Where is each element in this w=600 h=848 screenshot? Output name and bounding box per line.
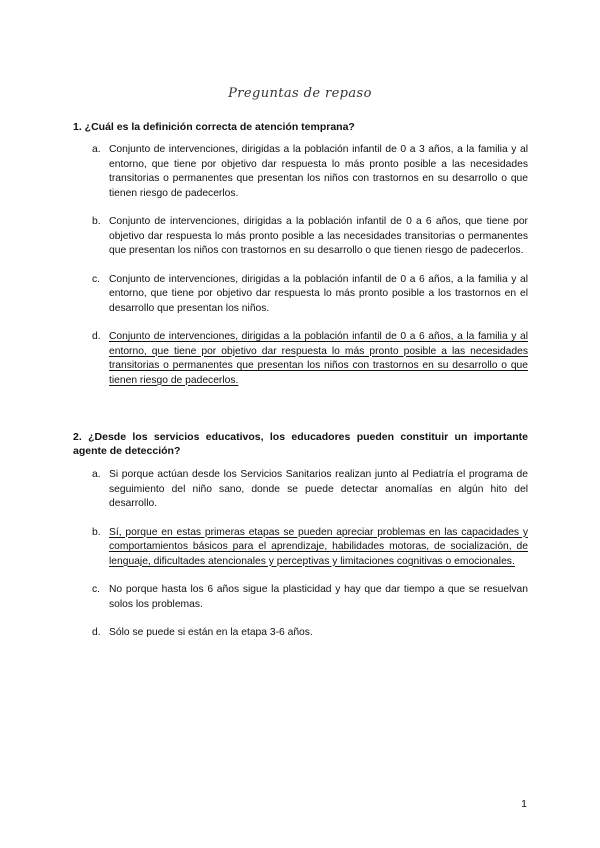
option-letter: d. [92, 627, 101, 638]
option-letter: a. [92, 144, 101, 155]
question-2-options [73, 468, 528, 655]
page-title: Preguntas de repaso [228, 86, 372, 101]
option-letter: b. [92, 526, 101, 538]
option-letter: c. [92, 584, 101, 595]
question-1-option-a [73, 143, 528, 201]
option-text: Conjunto de intervenciones, dirigidas a la población infantil de 0 a 6 años, a la familia y al entorno, que tiene por objetivo dar respuesta lo más pronto posible a las necesidades transitorias o permanentes que presentan los niños con trastornos en su desarrollo o que tienen riesgo de padecerlos. [109, 331, 528, 386]
question-1-option-b [73, 215, 528, 259]
question-2-option-c [73, 583, 528, 612]
question-1-options [73, 143, 528, 402]
option-letter: d. [92, 331, 101, 342]
question-2-option-d [73, 626, 528, 641]
option-letter: b. [92, 216, 101, 227]
question-1-option-d-correct [73, 330, 528, 388]
page-number: 1 [521, 798, 527, 810]
question-1: 1. ¿Cuál es la definición correcta de atención temprana? [73, 121, 355, 133]
question-2: 2. ¿Desde los servicios educativos, los educadores pueden constituir un importante agente de detección? [73, 431, 528, 457]
option-text: Sí, porque en estas primeras etapas se pueden apreciar problemas en las capacidades y comportamientos básicos para el aprendizaje, habilidades motoras, de socialización, de lenguaje, dificultades atencionales y perceptivas y limitaciones cognitivas o emocionales. [109, 526, 528, 567]
option-text: No porque hasta los 6 años sigue la plasticidad y hay que dar tiempo a que se resuelvan solos los problemas. [109, 584, 528, 610]
option-text: Conjunto de intervenciones, dirigidas a la población infantil de 0 a 6 años, a la familia y al entorno, que tiene por objetivo dar respuesta lo más pronto posible a los trastornos en el desarrollo que presentan los niños. [109, 273, 528, 314]
option-text: Conjunto de intervenciones, dirigidas a la población infantil de 0 a 3 años, a la familia y al entorno, que tiene por objetivo dar respuesta lo más pronto posible a las necesidades transitorias o permanentes que presentan los niños con trastornos en su desarrollo o que tienen riesgo de padecerlos. [109, 144, 528, 199]
question-2-option-a [73, 468, 528, 512]
question-2-option-b-correct [73, 526, 528, 570]
option-text: Conjunto de intervenciones, dirigidas a la población infantil de 0 a 6 años, que tiene por objetivo dar respuesta lo más pronto posible a las necesidades transitorias o permanentes que presentan los niños con trastornos en su desarrollo o que tienen riesgo de padecerlos. [109, 216, 528, 256]
question-1-option-c [73, 273, 528, 317]
option-letter: a. [92, 469, 101, 480]
option-text: Si porque actúan desde los Servicios Sanitarios realizan junto al Pediatría el programa de seguimiento del niño sano, donde se puede detectar anomalías en algún hito del desarrollo. [109, 469, 528, 509]
option-letter: c. [92, 273, 101, 285]
option-text: Sólo se puede si están en la etapa 3-6 años. [109, 627, 313, 638]
